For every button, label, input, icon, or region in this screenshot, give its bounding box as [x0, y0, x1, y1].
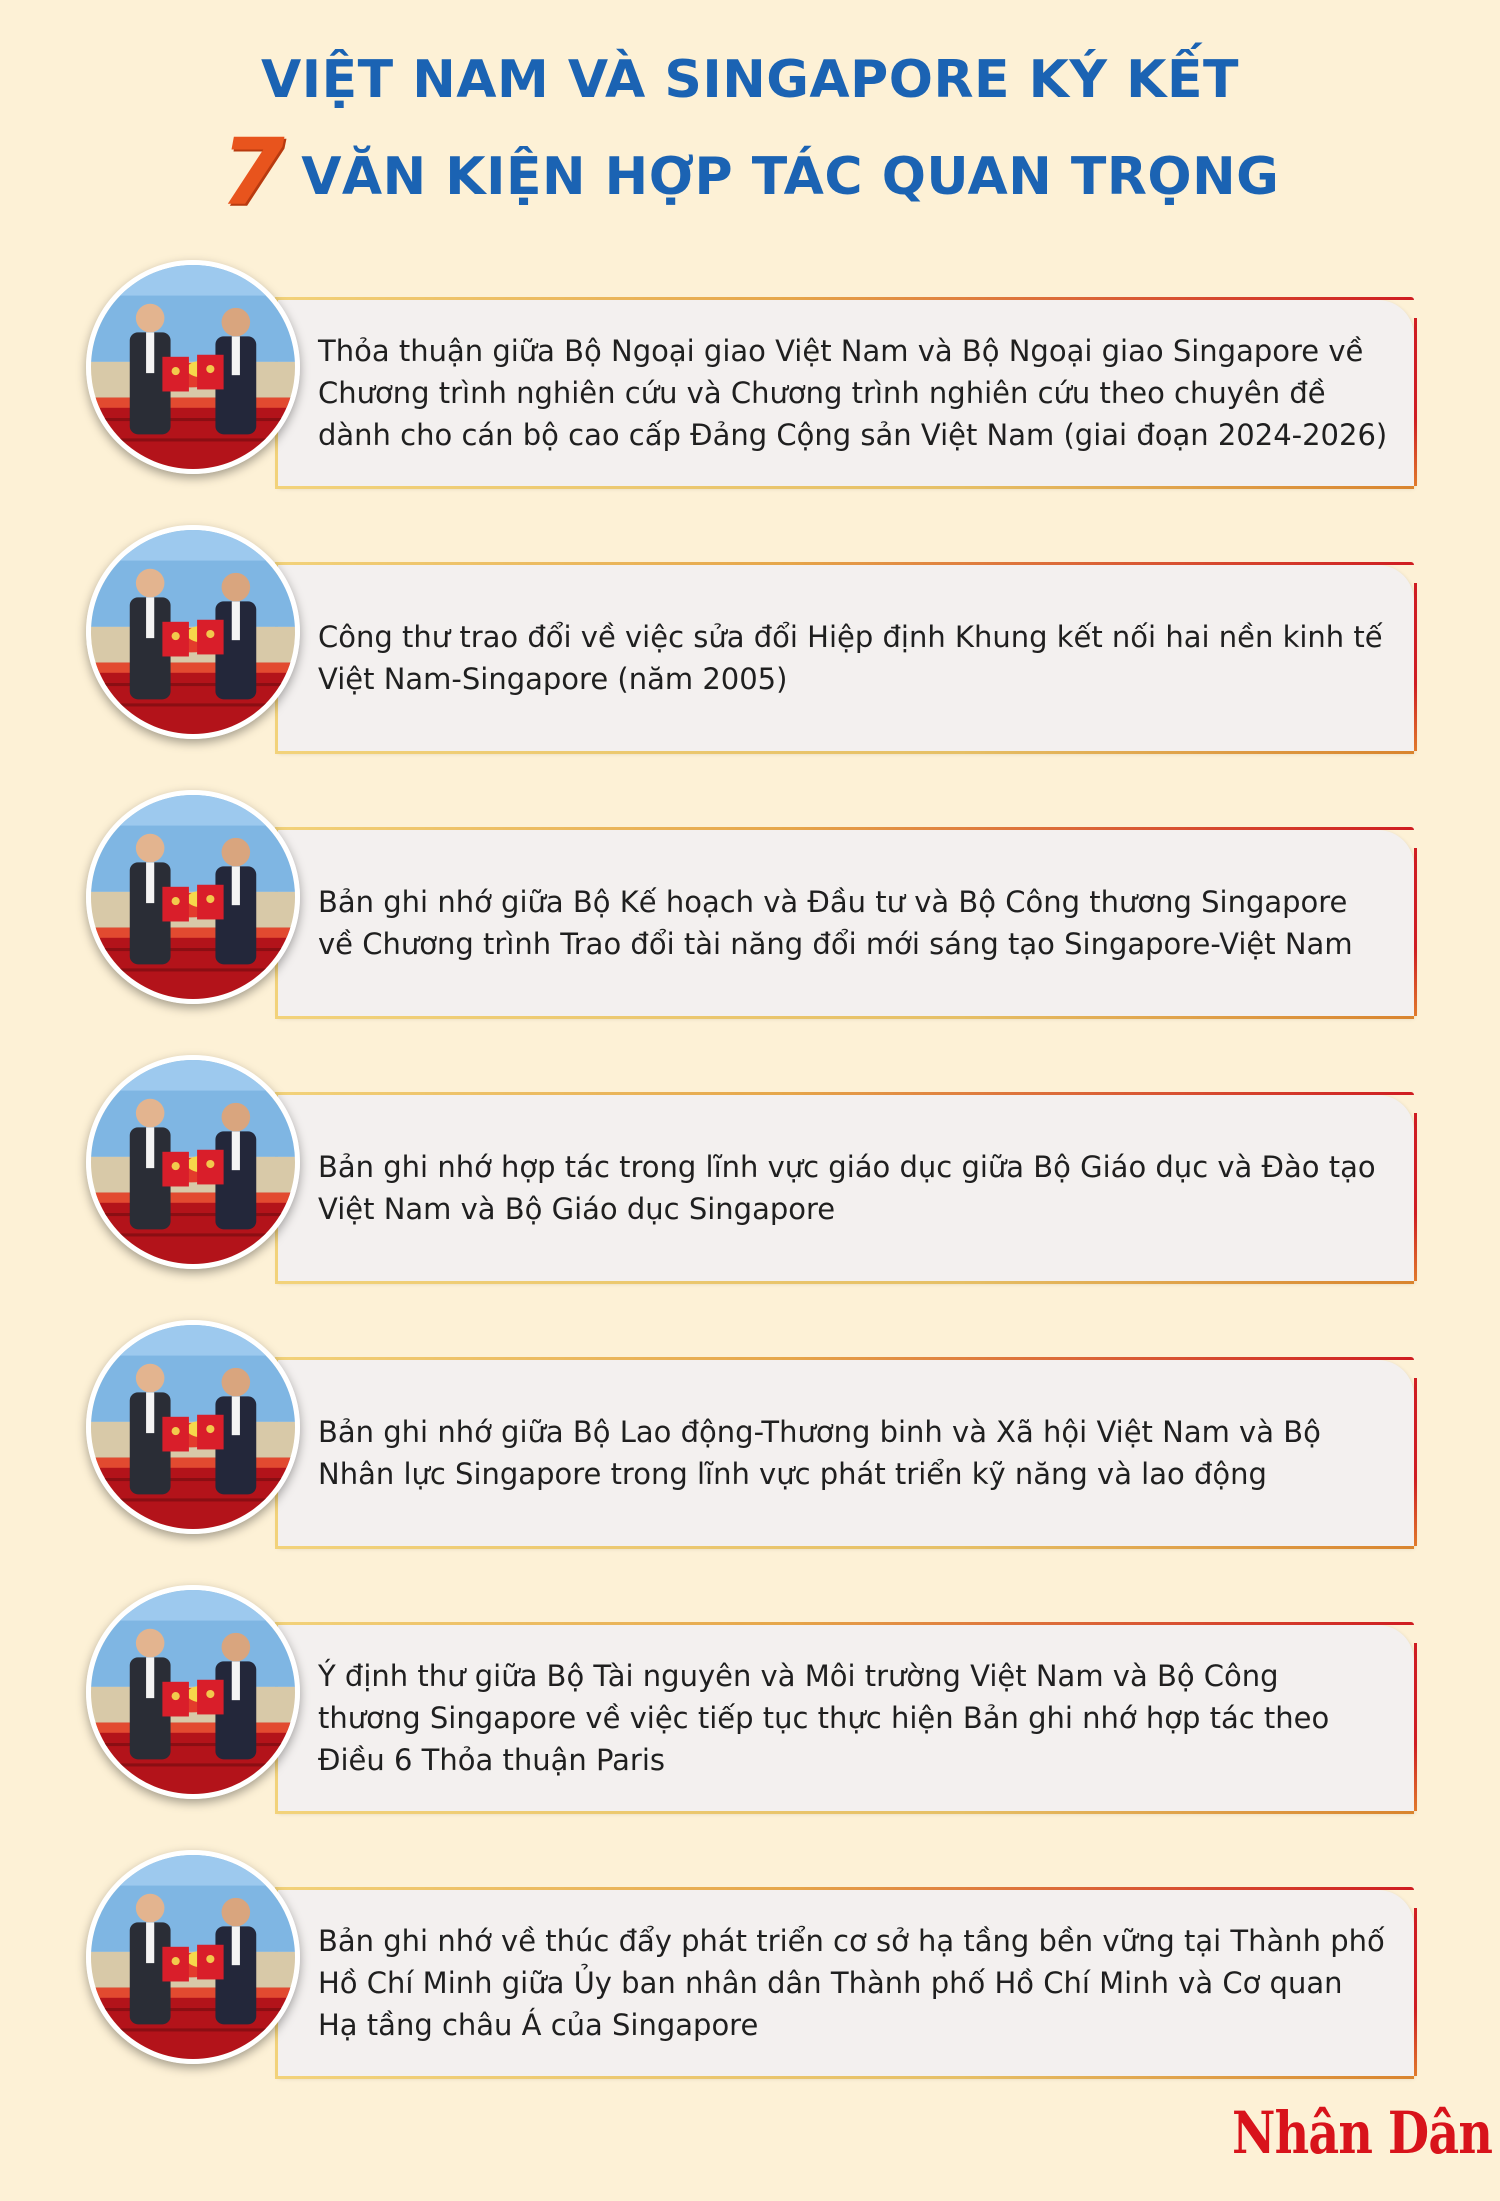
document-card [278, 565, 1414, 751]
card-border-right [1414, 583, 1417, 751]
document-text: Thỏa thuận giữa Bộ Ngoại giao Việt Nam và Bộ Ngoại giao Singapore về Chương trình nghiên cứu và Chương trình nghiên cứu theo chuyên đề dành cho cán bộ cao cấp Đảng Cộng sản Việt Nam (giai đoạn 2024-2026) [318, 334, 1388, 452]
signing-ceremony-photo [86, 1055, 300, 1269]
document-item [0, 260, 1500, 490]
document-text: Bản ghi nhớ giữa Bộ Lao động-Thương binh và Xã hội Việt Nam và Bộ Nhân lực Singapore trong lĩnh vực phát triển kỹ năng và lao động [318, 1415, 1321, 1491]
card-border-right [1414, 1643, 1417, 1811]
document-card [278, 300, 1414, 486]
document-item [0, 790, 1500, 1020]
document-text: Công thư trao đổi về việc sửa đổi Hiệp định Khung kết nối hai nền kinh tế Việt Nam-Singapore (năm 2005) [318, 620, 1383, 696]
signing-ceremony-photo [86, 1850, 300, 2064]
card-border-right [1414, 318, 1417, 486]
signing-ceremony-photo [86, 790, 300, 1004]
document-text: Ý định thư giữa Bộ Tài nguyên và Môi trường Việt Nam và Bộ Công thương Singapore về việc tiếp tục thực hiện Bản ghi nhớ hợp tác theo Điều 6 Thỏa thuận Paris [318, 1659, 1330, 1777]
card-border-right [1414, 1908, 1417, 2076]
document-text: Bản ghi nhớ về thúc đẩy phát triển cơ sở hạ tầng bền vững tại Thành phố Hồ Chí Minh giữa Ủy ban nhân dân Thành phố Hồ Chí Minh và Cơ quan Hạ tầng châu Á của Singapore [318, 1924, 1385, 2042]
document-card [278, 830, 1414, 1016]
document-item [0, 525, 1500, 755]
document-item [0, 1585, 1500, 1815]
document-card [278, 1890, 1414, 2076]
document-item [0, 1320, 1500, 1550]
document-card [278, 1625, 1414, 1811]
document-item [0, 1055, 1500, 1285]
signing-ceremony-photo [86, 260, 300, 474]
card-border-right [1414, 1113, 1417, 1281]
title-line-2-text: VĂN KIỆN HỢP TÁC QUAN TRỌNG [301, 147, 1280, 207]
title-line-1: VIỆT NAM VÀ SINGAPORE KÝ KẾT [261, 50, 1239, 110]
signing-ceremony-photo [86, 525, 300, 739]
card-border-right [1414, 848, 1417, 1016]
signing-ceremony-photo [86, 1585, 300, 1799]
document-item [0, 1850, 1500, 2080]
card-border-right [1414, 1378, 1417, 1546]
document-card [278, 1095, 1414, 1281]
document-text: Bản ghi nhớ hợp tác trong lĩnh vực giáo dục giữa Bộ Giáo dục và Đào tạo Việt Nam và Bộ Giáo dục Singapore [318, 1150, 1376, 1226]
document-card [278, 1360, 1414, 1546]
nhan-dan-logo: Nhân Dân [1232, 2099, 1493, 2167]
title-line-2 [0, 119, 1500, 227]
title-number: 7 [220, 119, 286, 226]
document-text: Bản ghi nhớ giữa Bộ Kế hoạch và Đầu tư và Bộ Công thương Singapore về Chương trình Trao đổi tài năng đổi mới sáng tạo Singapore-Việt Nam [318, 885, 1353, 961]
signing-ceremony-photo [86, 1320, 300, 1534]
